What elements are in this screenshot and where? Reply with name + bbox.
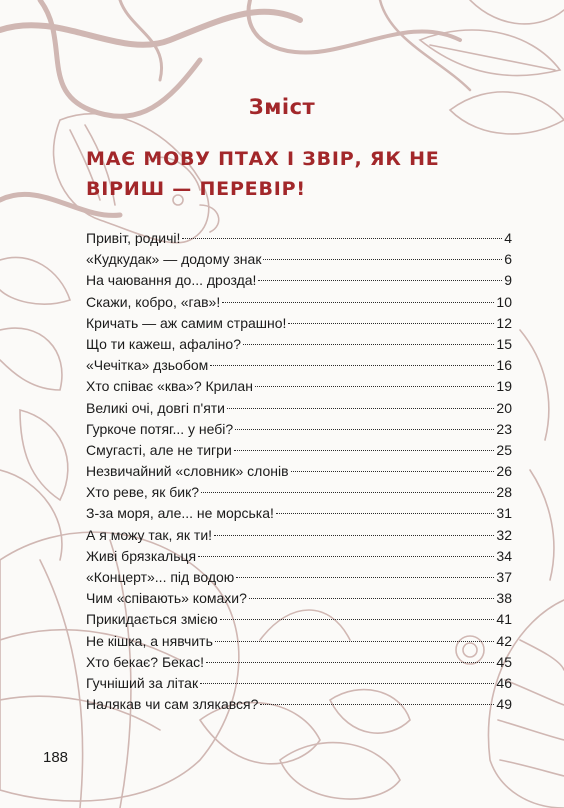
toc-entry[interactable] <box>86 546 512 567</box>
toc-entry-page: 25 <box>496 441 512 458</box>
toc-leader-dots <box>258 280 502 281</box>
toc-entry-title: Чим «співають» комахи? <box>86 590 247 607</box>
toc-entry-title: З-за моря, але... не морська! <box>86 505 274 522</box>
toc-entry[interactable] <box>86 334 512 355</box>
toc-entry[interactable] <box>86 525 512 546</box>
toc-leader-dots <box>255 386 494 387</box>
toc-leader-dots <box>243 344 494 345</box>
toc-entry-page: 6 <box>504 251 512 268</box>
toc-entry[interactable] <box>86 694 512 715</box>
toc-entry-title: Гуркоче потяг... у небі? <box>86 420 234 437</box>
toc-entry[interactable] <box>86 419 512 440</box>
toc-entry-title: Хто бекає? Бекас! <box>86 653 205 670</box>
toc-entry-page: 9 <box>504 272 512 289</box>
toc-entry-title: Смугасті, але не тигри <box>86 441 232 458</box>
toc-leader-dots <box>220 619 495 620</box>
toc-entry-page: 37 <box>496 569 512 585</box>
toc-entry-page: 23 <box>496 420 512 437</box>
toc-entry-title: Налякав чи сам злякався? <box>86 696 259 713</box>
toc-entry-title: Великі очі, довгі п'яти <box>86 399 226 416</box>
toc-entry-page: 20 <box>496 399 512 416</box>
toc-entry-page: 15 <box>496 335 512 352</box>
toc-leader-dots <box>182 238 502 239</box>
toc-leader-dots <box>234 450 495 451</box>
toc-entry-page: 32 <box>496 526 512 543</box>
toc-entry[interactable] <box>86 652 512 673</box>
toc-leader-dots <box>227 408 494 409</box>
toc-entry[interactable] <box>86 270 512 291</box>
toc-entry-title: Привіт, родичі! <box>86 230 181 246</box>
toc-leader-dots <box>200 683 494 684</box>
toc-entry-page: 49 <box>496 696 512 713</box>
toc-leader-dots <box>210 365 494 366</box>
toc-leader-dots <box>222 302 494 303</box>
toc-leader-dots <box>201 492 494 493</box>
toc-entry-page: 46 <box>496 674 512 691</box>
toc-leader-dots <box>206 662 494 663</box>
toc-entry-title: «Концерт»... під водою <box>86 569 235 585</box>
toc-entry-title: Хто співає «ква»? Крилан <box>86 378 253 395</box>
toc-entry-title: А я можу так, як ти! <box>86 526 213 543</box>
toc-entry[interactable] <box>86 355 512 376</box>
toc-entry[interactable] <box>86 609 512 630</box>
toc-leader-dots <box>260 704 494 705</box>
toc-entry-title: Кричать — аж самим страшно! <box>86 314 287 331</box>
toc-leader-dots <box>263 259 502 260</box>
toc-leader-dots <box>291 471 495 472</box>
toc-entry-page: 28 <box>496 484 512 501</box>
toc-entry[interactable] <box>86 398 512 419</box>
toc-entry-page: 34 <box>496 547 512 564</box>
toc-leader-dots <box>235 429 494 430</box>
toc-entry-title: Що ти кажеш, афаліно? <box>86 335 241 352</box>
page-number: 188 <box>43 749 69 766</box>
toc-entry-page: 45 <box>496 653 512 670</box>
toc-entry-page: 4 <box>504 230 512 246</box>
toc-entry-title: Прикидається змією <box>86 611 218 628</box>
toc-entry-page: 31 <box>496 505 512 522</box>
toc-entry-title: «Кудкудак» — додому знак <box>86 251 262 268</box>
toc-leader-dots <box>288 323 494 324</box>
toc-leader-dots <box>215 641 495 642</box>
toc-entry[interactable] <box>86 313 512 334</box>
toc-entry-page: 16 <box>496 357 512 374</box>
toc-entry-title: Незвичайний «словник» слонів <box>86 463 289 480</box>
toc-leader-dots <box>276 513 495 514</box>
page-title: Зміст <box>248 95 316 119</box>
toc-entry[interactable] <box>86 440 512 461</box>
toc-entry[interactable] <box>86 673 512 694</box>
toc-entry-page: 10 <box>496 293 512 310</box>
toc-entry[interactable] <box>86 461 512 482</box>
toc-entry[interactable] <box>86 249 512 270</box>
toc-entry[interactable] <box>86 482 512 503</box>
toc-entry-page: 41 <box>496 611 512 628</box>
toc-entry[interactable] <box>86 376 512 397</box>
section-heading: МАЄ МОВУ ПТАХ І ЗВІР, ЯК НЕ ВІРИШ — ПЕРЕВІР! <box>86 148 440 200</box>
toc-entry[interactable] <box>86 588 512 609</box>
toc-entry[interactable] <box>86 503 512 524</box>
toc-leader-dots <box>214 535 494 536</box>
toc-entry[interactable] <box>86 228 512 249</box>
toc-entry[interactable] <box>86 292 512 313</box>
toc-entry-title: Хто реве, як бик? <box>86 484 200 501</box>
toc-leader-dots <box>236 577 494 578</box>
toc-entry-page: 38 <box>496 590 512 607</box>
table-of-contents <box>86 228 512 715</box>
toc-leader-dots <box>198 556 494 557</box>
toc-entry-page: 42 <box>496 632 512 649</box>
toc-leader-dots <box>249 598 495 599</box>
toc-entry-title: Скажи, кобро, «гав»! <box>86 293 221 310</box>
toc-entry-title: Живі брязкальця <box>86 547 197 564</box>
toc-entry-page: 26 <box>496 463 512 480</box>
toc-entry-title: На чаювання до... дрозда! <box>86 272 257 289</box>
toc-entry-title: Не кішка, а нявчить <box>86 632 213 649</box>
toc-entry[interactable] <box>86 631 512 652</box>
toc-entry[interactable] <box>86 567 512 588</box>
toc-entry-title: Гучніший за літак <box>86 674 199 691</box>
toc-entry-title: «Чечітка» дзьобом <box>86 357 209 374</box>
toc-entry-page: 19 <box>496 378 512 395</box>
toc-entry-page: 12 <box>496 314 512 331</box>
